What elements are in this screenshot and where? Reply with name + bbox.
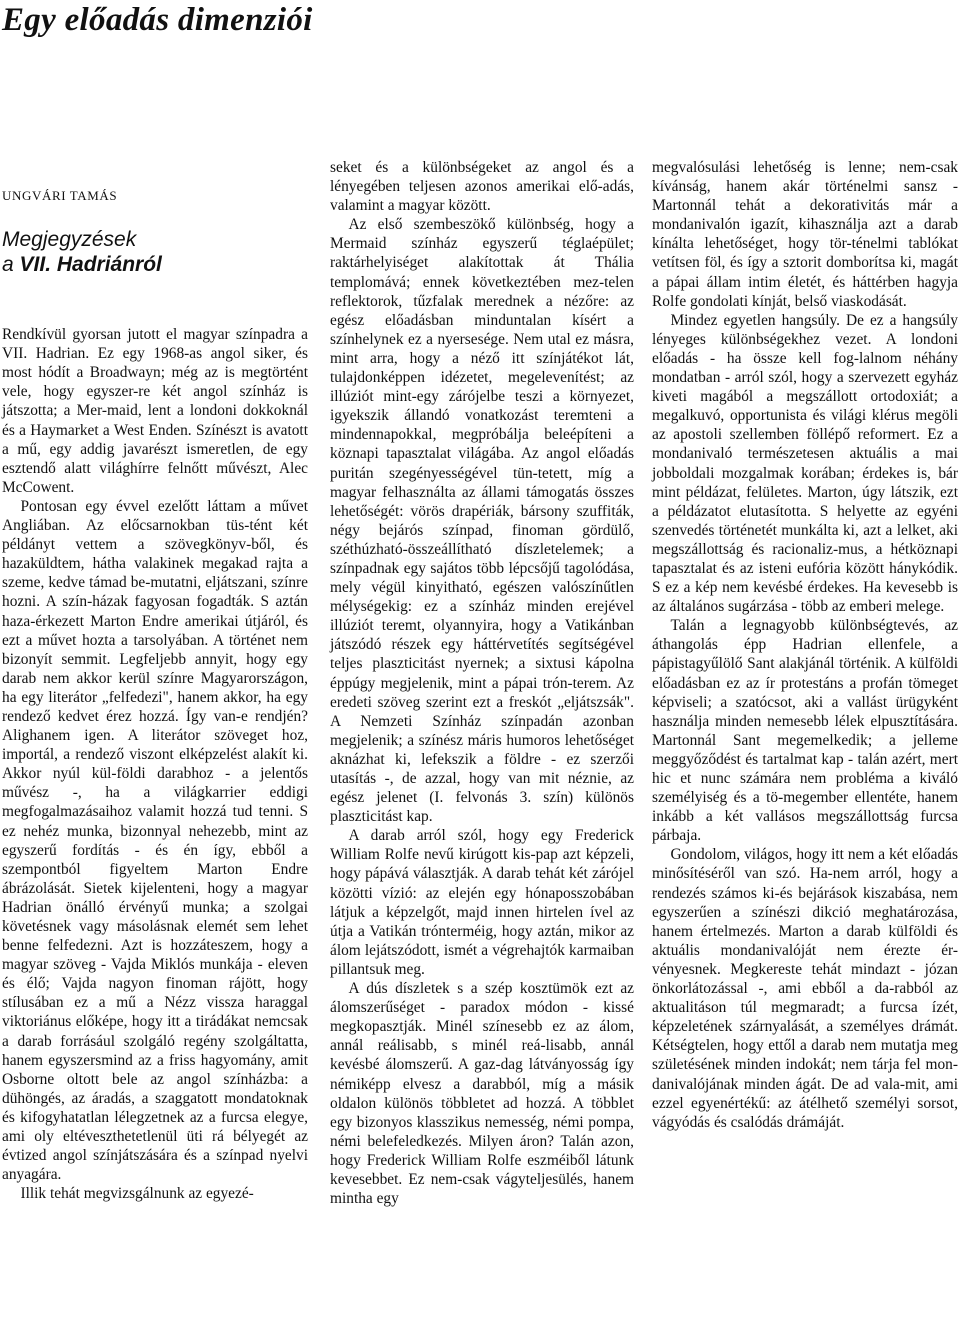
article-column-2: [330, 158, 634, 1208]
author-name: UNGVÁRI TAMÁS: [2, 188, 118, 203]
paragraph: Az első szembeszökő különbség, hogy a Mermaid színház egyszerű téglaépület; raktárhelyiséget alakítottak át Thália templomává; ennek következtében mez-telen reflektorok, tűzfalak merednek a nézőre: az egész előadásban minduntalan kísért a színhelynek ez a nyersesége. Nem utal ez másra, mint arra, hogy a néző itt színjátékot lát, tulajdonképpen idézetet, megelevenítést; az illúziót mint-egy zárójelbe teszi a környezet, igyekszik állandó vonatkozást teremteni a mindennapokkal, megpróbálja beleépíteni a köznapi tapasztalat világába. Az angol előadás puritán szegényességével tün-tetett, míg a magyar felhasználta az állami támogatás összes lehetőségét: vörös drapériák, bársony szuffiták, négy bejárós színpad, finoman gördülő, széthúzható-összeállítható díszletelemek; a színpadnak egy sajátos több lépcsőjű tagolódása, mely végül kinyitható, egészen valószínűtlen mélységekig: ez a színház minden erejével illúziót teremt, olyannyira, hogy a Vatikánban játszódó részek egy háttérvetítés segítségével teljes plaszticitást nyernek; a sixtusi kápolna éppúgy megjelenik, mint a pápai trón-terem. Az eredeti szöveg szerint ezt a freskót „eljátszsák". A Nemzeti Színház színpadán azonban megjelenik; a színész máris humoros lehetőséget aknázhat ki, lefekszik a földre - ez szerzői utasítás -, de azzal, hogy van mit néznie, az egész jelenet (I. felvonás 3. szín) különös plaszticitást kap.: [330, 216, 634, 826]
paragraph: Mindez egyetlen hangsúly. De ez a hangsúly lényeges különbségekhez vezet. A londoni előadás - ha össze kell fog-lalnom néhány mondatban - arról szól, hogy a szervezett egyház kiveti magából a megszállott ortodoxiát; a megalkuvó, opportunista és világi klérus megöli az apostoli szellemben föllépő reformert. Ez a mondanivaló természetesen aktuális a mai jobboldali mozgalmak korában; érdekes is, bár mint példázat, felületes. Marton, úgy látszik, ezt a példázatot elutasította. S helyette az egyéni szenvedés történetét munkálta ki, azt a lelket, aki megszállottság és racionaliz-mus, a hétköznapi tapasztalat és az isteni eufória között hánykódik. S ez a kép nem kevésbé érdekes. Ha kevesebb is az általános sugárzása - több az emberi melege.: [652, 311, 958, 616]
paragraph: seket és a különbségeket az angol és a lényegében teljesen azonos amerikai elő-adás, valamint a magyar között.: [330, 159, 634, 215]
paragraph: Rendkívül gyorsan jutott el magyar színpadra a VII. Hadrian. Ez egy 1968-as angol siker, és most hódít a Broadwayn; még az is megtörtént vele, hogy egyszer-re két angol színház is játszotta; a Mer-maid, lent a londoni dokkoknál és a Haymarket a West Enden. Színészt is avatott a mű, egy addig javarészt ismeretlen, de egy esztendő alatt világhírre felnőtt művészt, Alec McCowent.: [2, 326, 308, 496]
page-title: Egy előadás dimenziói: [2, 2, 313, 38]
subtitle-bold: VII. Hadriánról: [19, 253, 162, 277]
article-column-1: [2, 186, 308, 1203]
paragraph: Gondolom, világos, hogy itt nem a két előadás minősítéséről van szó. Ha-nem arról, hogy a rendezés számos ki-és bejárások kiszabása, nem egyszerűen a színészi dikció meghatározása, hanem értelmezés. Marton a darab külföldi és aktuális mondanivalóját nem érezte ér-vényesnek. Megkereste tehát mindazt - józan önkorlátozással -, ami ebből a da-rabból az aktualitáson túl megmaradt; a furcsa ízét, képzeletének szárnyalását, a személyes drámát. Kétségtelen, hogy ettől a darab nem mutatja meg születésének minden indokát; nem tárja fel mon-danivalójának minden ágát. De ad vala-mit, ami ezzel egyenértékű: az átélhető személyi sorsot, vágyódás és csalódás drámáját.: [652, 846, 958, 1131]
paragraph: megvalósulási lehetőség is lenne; nem-csak kívánság, hanem akár történelmi sansz - Martonnál tehát a dekorativitás már a mondanivalón igazít, kihasználja azt a darab kínálta lehetőséget, hogy tör-ténelmi tablókat vetítsen föl, és így a sztorit domborítsa ki, magát a pápai állam intim életét, és háttérben hagyja Rolfe gondolati kínját, belső viaskodását.: [652, 159, 958, 310]
subtitle-line-1: Megjegyzések: [2, 228, 137, 252]
paragraph: Talán a legnagyobb különbségtevés, az áthangolás épp Hadrian ellenfele, a pápistagyűlölő Sant alakjánál történik. A külföldi előadásban ez az ír protestáns a profán tömeget képviseli; a szatócsot, aki a vallást ürügyként használja minden nemesebb lélek elpusztítására. Martonnál Sant megemelkedik; a jelleme meggyőződést és tartalmat kap - talán azért, mert hic et nunc számára nem probléma a kiváló személyiség és a tö-megember ellentéte, hanem inkább a két vallásos megszállottság furcsa párbaja.: [652, 617, 958, 845]
paragraph: Pontosan egy évvel ezelőtt láttam a művet Angliában. Az előcsarnokban tüs-tént két példányt vettem a szövegkönyv-ből, és hazaküldtem, hátha valakinek megakad rajta a szeme, kedve támad be-mutatni, eljátszani, színre hozni. A szín-házak fagyosan fogadták. S aztán haza-érkezett Marton Endre amerikai útjáról, és ezt a művet hozta a tarsolyában. A történet nem bizonyít semmit. Legfeljebb annyit, hogy egy darab nem akkor kerül színre Magyarországon, ha egy literátor „felfedezi", hanem akkor, ha egy rendező kedvet érez hozzá. Így van-e rendjén? Alighanem igen. A literátor szöveget hoz, importál, a rendező viszont elképzelést alakít ki. Akkor nyúl kül-földi darabhoz - a jelentős művész -, ha a világkarrier eddigi megfogalmazásaihoz valamit hozzá tud tenni. S ez nehéz munka, bizonnyal nehezebb, mint az egyszerű fordítás - és én így, ebből a szempontból figyeltem Marton Endre ábrázolását. Sietek kijelenteni, hogy a magyar Hadrian önálló érvényű munka; a szolgai követésnek vagy másolásnak elemét sem lehet benne felfedezni. Azt is hozzáteszem, hogy a magyar szöveg - Vajda Miklós munkája - eleven és élő; Vajda nagyon finoman rájött, hogy stílusában ez a mű a Nézz vissza haraggal viktoriánus előképe, hogy itt a tirádákat nemcsak a darab forrásául szolgáló regény szolgáltatta, hanem egyszersmind az a friss hagyomány, amit Osborne oltott bele az angol színházba: a dühöngés, az áradás, a szaggatott mondatoknak és kifogyhatatlan lélegzetnek az a furcsa elegye, ami oly eltéveszthetetlenül üti rá bélyegét az évtized angol színjátszására és a színpad nyelvi anyagára.: [2, 497, 308, 1184]
page-header: [0, 0, 960, 56]
paragraph: A dús díszletek s a szép kosztümök ezt az álomszerűséget - paradox módon - kissé megkopasztják. Minél színesebb ez az álom, annál reálisabb, s minél reá-lisabb, annál kevésbé álomszerű. A gaz-dag látványosság így némiképp elvesz a darabból, míg a másik oldalon különös többletet ad hozzá. A többlet egy bizonyos klasszikus nemesség, némi pompa, némi belefeledkezés. Milyen áron? Talán azon, hogy Frederick William Rolfe eszméiből látunk kevesebbet. Ez nem-csak vágyteljesülés, hanem mintha egy: [330, 980, 634, 1208]
paragraph: Illik tehát megvizsgálnunk az egyezé-: [20, 1185, 254, 1203]
paragraph: A darab arról szól, hogy egy Frederick William Rolfe nevű kirúgott kis-pap azt képzeli, hogy pápává választják. A darab tehát két zárójel közötti vízió: az elején egy hónaposszobában látjuk a képzelgőt, majd innen hirtelen ível az útja a Vatikán trónterméig, hogy aztán, mikor az álom lejátszódott, ismét a végrehajtók karmaiban pillantsuk meg.: [330, 827, 634, 978]
subtitle-line-2: [2, 252, 308, 277]
article-subtitle: [2, 227, 308, 277]
article-column-3: [652, 158, 958, 1132]
subtitle-prefix: a: [2, 253, 20, 277]
